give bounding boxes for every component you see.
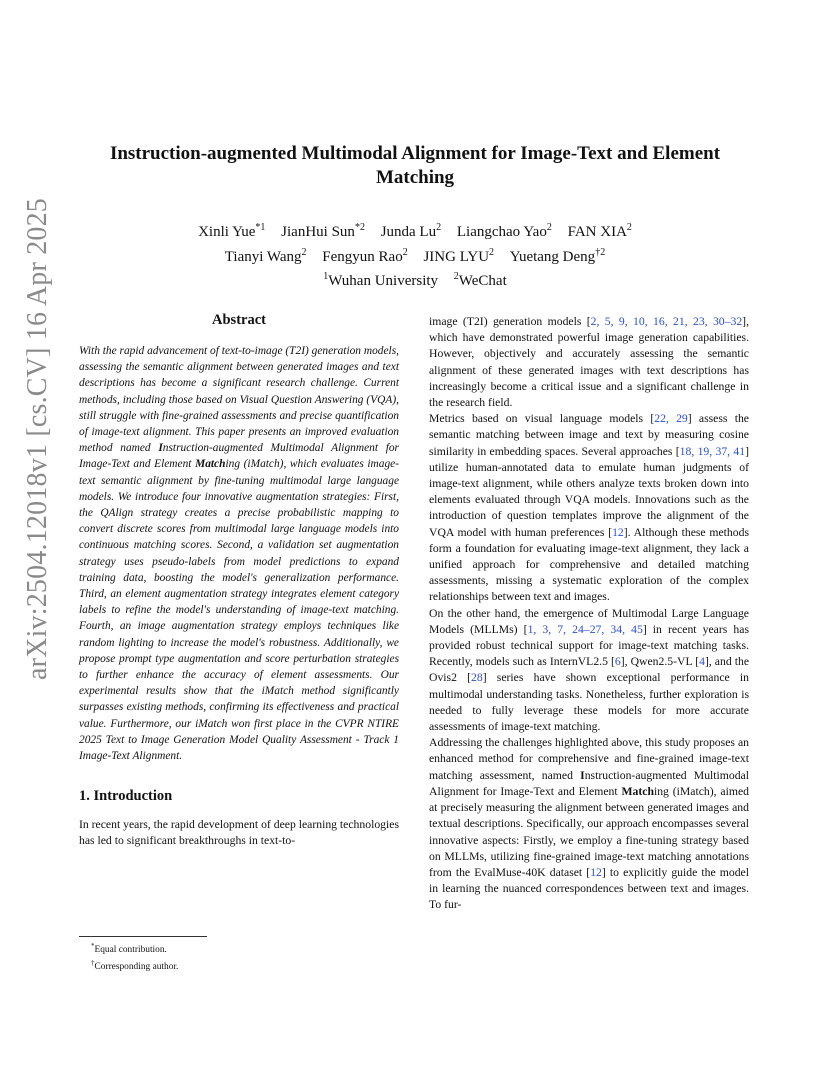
affiliation: $^1$Wuhan University [323, 271, 439, 289]
author: Liangchao Yao$^2$ [456, 222, 552, 240]
citation-link[interactable]: 12 [612, 525, 624, 539]
paragraph: Addressing the challenges highlighted above, this study proposes an enhanced method for comprehensive and fine-grained image-text matching assessment, named Instruction-augmented Multimodal Alignment for Image-Text and Element Matching (iMatch), aimed at precisely measuring the alignment between generated images and textual descriptions. Specifically, our approach encompasses several innovative aspects: Firstly, we employ a fine-tuning strategy based on MLLMs, utilizing fine-grained image-text matching annotations from the EvalMuse-40K dataset [12] to explicitly guide the model in learning the nuanced correspondences between text and images. To fur- [429, 736, 749, 912]
citation-link[interactable]: 22, 29 [654, 412, 688, 426]
intro-paragraph: In recent years, the rapid development of deep learning technologies has led to significant breakthroughs in text-to- [79, 818, 399, 848]
citation-link[interactable]: 18, 19, 37, 41 [679, 444, 746, 458]
footnote: *Equal contribution. [91, 942, 167, 956]
affiliation-line [80, 267, 750, 292]
citation-link[interactable]: 4 [699, 655, 705, 669]
author: FAN XIA$^2$ [567, 222, 632, 240]
footnote-divider [79, 936, 207, 937]
author-block [80, 218, 750, 292]
left-column [79, 312, 399, 850]
abstract-heading: Abstract [212, 312, 266, 328]
citation-link[interactable]: 1, 3, 7, 24–27, 34, 45 [527, 622, 643, 636]
paper-title: Instruction-augmented Multimodal Alignment for Image-Text and Element Matching [109, 143, 721, 188]
abstract-text: With the rapid advancement of text-to-image (T2I) generation models, assessing the semantic alignment between generated images and text descriptions has become a significant research challenge. Current methods, including those based on Visual Question Answering (VQA), still struggle with fine-grained assessments and precise quantification of image-text alignment. This paper presents an improved evaluation method named Instruction-augmented Multimodal Alignment for Image-Text and Element Matching (iMatch), which evaluates image-text semantic alignment by fine-tuning multimodal large language models. We introduce four innovative augmentation strategies: First, the QAlign strategy creates a precise probabilistic mapping to convert discrete scores from multimodal large language models into continuous matching scores. Second, a validation set augmentation strategy uses pseudo-labels from model predictions to expand training data, boosting the model's generalization performance. Third, an element augmentation strategy integrates element category labels to refine the model's understanding of image-text matching. Fourth, an image augmentation strategy employs techniques like random lighting to increase the model's robustness. Additionally, we propose prompt type augmentation and score perturbation strategies to further enhance the accuracy of element assessments. Our experimental results show that the iMatch method significantly surpasses existing methods, confirming its effectiveness and practical value. Furthermore, our iMatch won first place in the CVPR NTIRE 2025 Text to Image Generation Model Quality Assessment - Track 1 Image-Text Alignment. [79, 345, 399, 763]
author: JianHui Sun$^{*2}$ [281, 222, 365, 240]
paragraph: Metrics based on visual language models [22, 29] assess the semantic matching between image and text by measuring cosine similarity in embedding spaces. Several approaches [18, 19, 37, 41] utilize human-annotated data to emulate human judgments of image-text alignment, while others analyze texts broken down into elements evaluated through VQA models. Innovations such as the introduction of question templates improve the alignment of the VQA model with human preferences [12]. Although these methods form a foundation for evaluating image-text alignment, they lack a unified approach for comprehensive and detailed matching assessments, missing a systematic exploration of the complex relationships between text and images. [429, 412, 750, 604]
citation-link[interactable]: 6 [614, 655, 621, 669]
affiliation: $^2$WeChat [453, 271, 507, 289]
footnotes [79, 940, 399, 973]
footnote: †Corresponding author. [91, 958, 179, 972]
section-heading-introduction: 1. Introduction [79, 788, 173, 805]
citation-link[interactable]: 28 [471, 671, 483, 685]
paragraph: On the other hand, the emergence of Multimodal Large Language Models (MLLMs) [1, 3, 7, 24–27, 34, 45] in recent years has provided robust technical support for image-text matching tasks. Recently, models such as InternVL2.5 [6], Qwen2.5-VL [4], and the Ovis2 [28] series have shown exceptional performance in multimodal understanding tasks. Nonetheless, further exploration is needed to fully leverage these models for more accurate assessments of image-text matching. [429, 606, 750, 734]
paragraph: image (T2I) generation models [2, 5, 9, 10, 16, 21, 23, 30–32], which have demonstrated powerful image generation capabilities. However, objectively and accurately assessing the semantic alignment of these generated images with text descriptions has increasingly become a critical issue and a significant challenge in the research field. [429, 315, 749, 410]
author: Yuetang Deng$^{\dagger 2}$ [509, 246, 606, 265]
author: Junda Lu$^2$ [380, 222, 442, 240]
arxiv-stamp: arXiv:2504.12018v1 [cs.CV] 16 Apr 2025 [22, 197, 53, 680]
author: Fengyun Rao$^2$ [322, 246, 408, 265]
author: Xinli Yue$^{*1}$ [198, 222, 266, 240]
citation-link[interactable]: 2, 5, 9, 10, 16, 21, 23, 30–32 [590, 315, 743, 328]
author: Tianyi Wang$^2$ [224, 246, 307, 265]
author-line-1 [80, 218, 750, 243]
citation-link[interactable]: 12 [590, 865, 602, 879]
author: JING LYU$^2$ [423, 246, 495, 265]
author-line-2 [80, 243, 750, 268]
right-column [429, 314, 749, 914]
